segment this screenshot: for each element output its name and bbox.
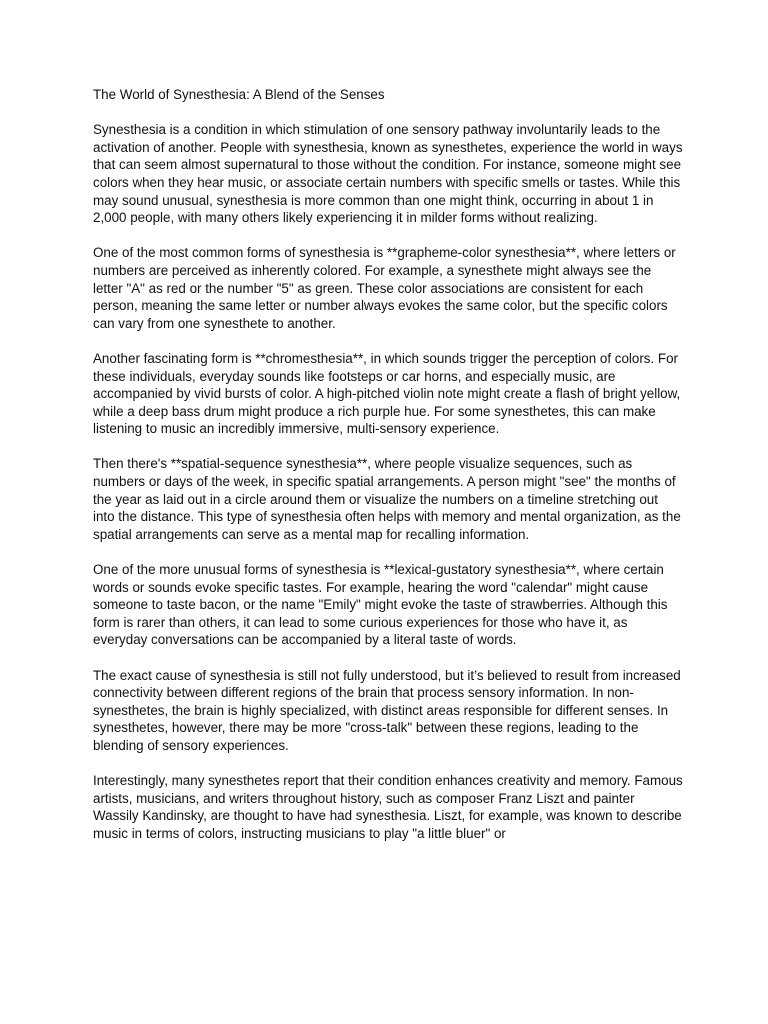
paragraph-intro: Synesthesia is a condition in which stimulation of one sensory pathway involuntarily leads to the activation of another. People with synesthesia, known as synesthetes, experience the world in ways that can seem almost supernatural to those without the condition. For instance, someone might see colors when they hear music, or associate certain numbers with specific smells or tastes. While this may sound unusual, synesthesia is more common than one might think, occurring in about 1 in 2,000 people, with many others likely experiencing it in milder forms without realizing. [93, 122, 683, 226]
document-title: The World of Synesthesia: A Blend of the Senses [93, 87, 385, 102]
paragraph-lexical-gustatory: One of the more unusual forms of synesthesia is **lexical-gustatory synesthesia**, where certain words or sounds evoke specific tastes. For example, hearing the word "calendar" might cause someone to taste bacon, or the name "Emily" might evoke the taste of strawberries. Although this form is rarer than others, it can lead to some curious experiences for those who have it, as everyday conversations can be accompanied by a literal taste of words. [93, 562, 668, 648]
paragraph-chromesthesia: Another fascinating form is **chromesthesia**, in which sounds trigger the perception of colors. For these individuals, everyday sounds like footsteps or car horns, and especially music, are accompanied by vivid bursts of color. A high-pitched violin note might create a flash of bright yellow, while a deep bass drum might produce a rich purple hue. For some synesthetes, this can make listening to music an incredibly immersive, multi-sensory experience. [93, 350, 681, 437]
paragraph-cause: The exact cause of synesthesia is still not fully understood, but it’s believed to result from increased connectivity between different regions of the brain that process sensory information. In non-synesthetes, the brain is highly specialized, with distinct areas responsible for different senses. In synesthetes, however, there may be more "cross-talk" between these regions, leading to the blending of sensory experiences. [93, 667, 681, 753]
document-page [93, 86, 683, 860]
paragraph-spatial-sequence: Then there's **spatial-sequence synesthesia**, where people visualize sequences, such as numbers or days of the week, in specific spatial arrangements. A person might "see" the months of the year as laid out in a circle around them or visualize the numbers on a timeline stretching out into the distance. This type of synesthesia often helps with memory and mental organization, as the spatial arrangements can serve as a mental map for recalling information. [93, 456, 681, 542]
paragraph-grapheme-color: One of the most common forms of synesthesia is **grapheme-color synesthesia**, where letters or numbers are perceived as inherently colored. For example, a synesthete might always see the letter "A" as red or the number "5" as green. These color associations are consistent for each person, meaning the same letter or number always evokes the same color, but the specific colors can vary from one synesthete to another. [93, 245, 676, 331]
paragraph-creativity: Interestingly, many synesthetes report that their condition enhances creativity and memory. Famous artists, musicians, and writers throughout history, such as composer Franz Liszt and painter Wassily Kandinsky, are thought to have had synesthesia. Liszt, for example, was known to describe music in terms of colors, instructing musicians to play "a little bluer" or [93, 773, 683, 841]
